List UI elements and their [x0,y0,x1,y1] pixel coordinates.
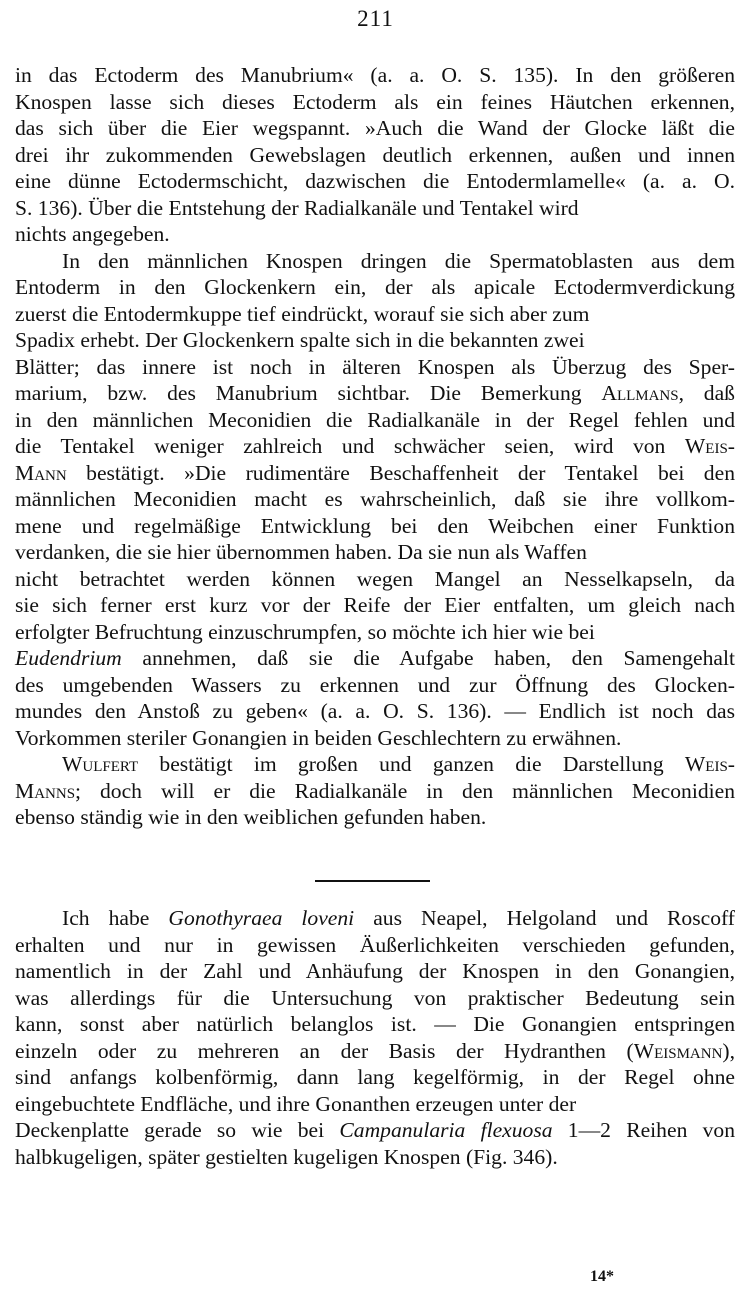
text-line: Spadix erhebt. Der Glockenkern spalte sich in die bekannten zwei [15,328,585,352]
text-line: mene und regelmäßige Entwicklung bei den Weibchen einer Funktion [15,513,735,538]
text-line: namentlich in der Zahl und Anhäufung der Knospen in den Gonangien, [15,959,735,983]
text-line: in das Ectoderm des Manubrium« (a. a. O. S. 135). In den größeren [15,63,735,87]
text-line: männlichen Meconidien macht es wahrscheinlich, daß sie ihre vollkom- [15,487,735,511]
text-line: kann, sonst aber natürlich belanglos ist. — Die Gonangien entspringen [15,1012,735,1036]
text-line: Mann bestätigt. »Die rudimentäre Beschaffenheit der Tentakel bei den [15,460,735,485]
text-line: sie sich ferner erst kurz vor der Reife der Eier entfalten, um gleich nach [15,593,735,617]
paragraph-3 [15,751,735,831]
text-line: Manns; doch will er die Radialkanäle in den männlichen Meconidien [15,778,735,803]
body-text [15,62,735,831]
text-line: Entoderm in den Glockenkern ein, der als apicale Ectodermverdickung [15,275,735,299]
paragraph-1 [15,62,735,248]
text-line: Blätter; das innere ist noch in älteren Knospen als Überzug des Sper- [15,354,735,379]
text-line: Wulfert bestätigt im großen und ganzen die Darstellung Weis- [62,752,735,776]
text-line: Knospen lasse sich dieses Ectoderm als ein feines Häutchen erkennen, [15,89,735,114]
text-line: mundes den Anstoß zu geben« (a. a. O. S. 136). — Endlich ist noch das [15,699,735,723]
text-line: erhalten und nur in gewissen Äußerlichkeiten verschieden gefunden, [15,932,735,957]
text-line: zuerst die Entodermkuppe tief eindrückt, worauf sie sich aber zum [15,301,590,326]
text-line: Eudendrium annehmen, daß sie die Aufgabe haben, den Samengehalt [15,646,735,670]
text-line: eingebuchtete Endfläche, und ihre Gonanthen erzeugen unter der [15,1091,577,1116]
section-divider [315,880,430,882]
text-line: halbkugeligen, später gestielten kugeligen Knospen (Fig. 346). [15,1144,558,1169]
text-line: verdanken, die sie hier übernommen haben. Da sie nun als Waffen [15,540,587,564]
text-line: eine dünne Ectodermschicht, dazwischen die Entodermlamelle« (a. a. O. [15,169,735,193]
text-line: In den männlichen Knospen dringen die Spermatoblasten aus dem [62,248,735,273]
text-line: erfolgter Befruchtung einzuschrumpfen, so möchte ich hier wie bei [15,619,595,644]
text-line: die Tentakel weniger zahlreich und schwächer seien, wird von Weis- [15,434,735,458]
text-line: das sich über die Eier wegspannt. »Auch die Wand der Glocke läßt die [15,116,735,140]
text-line: marium, bzw. des Manubrium sichtbar. Die Bemerkung Allmans, daß [15,381,735,405]
text-line: S. 136). Über die Entstehung der Radialkanäle und Tentakel wird [15,195,579,220]
text-line: Vorkommen steriler Gonangien in beiden Geschlechtern zu erwähnen. [15,725,622,750]
paragraph-2 [15,248,735,752]
text-line: einzeln oder zu mehreren an der Basis der Hydranthen (Weismann), [15,1038,735,1063]
text-line: nicht betrachtet werden können wegen Mangel an Nesselkapseln, da [15,566,735,591]
text-line: Deckenplatte gerade so wie bei Campanularia flexuosa 1—2 Reihen von [15,1118,735,1142]
text-line: ebenso ständig wie in den weiblichen gefunden haben. [15,805,487,829]
page-number: 211 [357,6,394,31]
text-line: nichts angegeben. [15,222,170,246]
text-line: Ich habe Gonothyraea loveni aus Neapel, Helgoland und Roscoff [62,906,736,930]
text-line: in den männlichen Meconidien die Radialkanäle in der Regel fehlen und [15,407,735,432]
text-line: drei ihr zukommenden Gewebslagen deutlich erkennen, außen und innen [15,142,735,167]
text-line: des umgebenden Wassers zu erkennen und zur Öffnung des Glocken- [15,672,735,697]
text-line: was allerdings für die Untersuchung von praktischer Bedeutung sein [15,985,735,1010]
paragraph-4 [15,905,735,1170]
signature-mark: 14* [590,1268,614,1285]
text-line: sind anfangs kolbenförmig, dann lang kegelförmig, in der Regel ohne [15,1065,735,1089]
